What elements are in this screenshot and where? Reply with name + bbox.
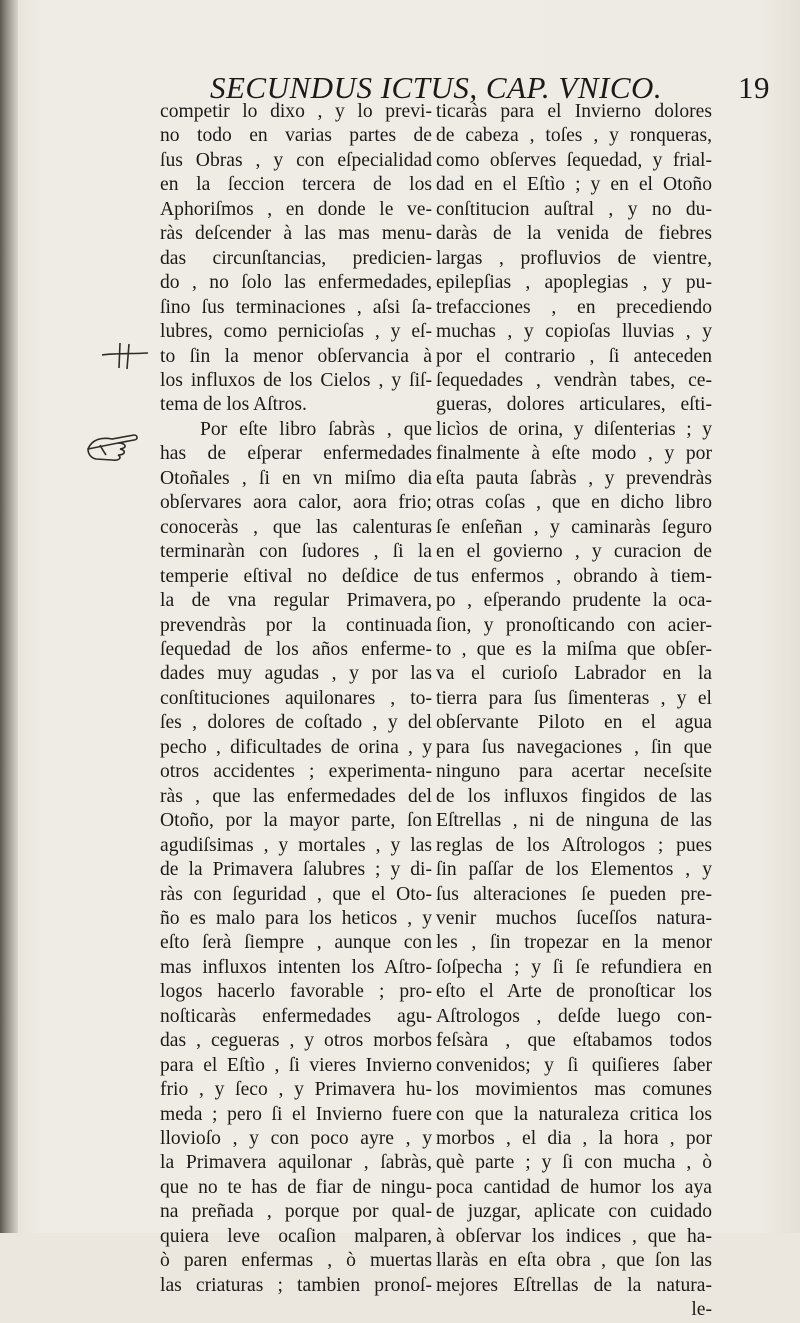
text-line: po , eſperando prudente la oca- (436, 590, 712, 612)
page-number: 19 (738, 70, 770, 105)
text-line: en el govierno , y curacion de (436, 541, 712, 563)
text-line: reglas de los Aſtrologos ; pues (436, 834, 712, 856)
text-line: de juzgar, aplicate con cuidado (436, 1201, 712, 1223)
text-line: como obſerves ſequedad, y frial- (436, 149, 712, 171)
text-line: dad en el Eſtìo ; y en el Otoño (436, 174, 712, 196)
text-line: trefacciones , en precediendo (436, 296, 712, 318)
text-line: largas , profluvios de vientre, (436, 247, 712, 269)
text-line: en la ſeccion tercera de los (160, 174, 432, 196)
text-line: ſin paſſar de los Elementos , y (436, 859, 712, 881)
running-head-title: SECUNDUS ICTUS, CAP. VNICO. (210, 70, 663, 105)
text-line: Aphoriſmos , en donde le ve- (160, 198, 432, 220)
manuscript-cross-mark-icon (100, 340, 150, 370)
text-line: ſino ſus terminaciones , aſsi ſa- (160, 296, 432, 318)
catchword: le- (691, 1299, 712, 1321)
text-line: to ſin la menor obſervancia à (160, 345, 432, 367)
text-line: temperie eſtival no deſdice de (160, 565, 432, 587)
text-line: licìos de orina, y diſenterias ; y (436, 418, 712, 440)
text-line: ò paren enfermas , ò muertas (160, 1250, 432, 1272)
text-line: ticaràs para el Invierno dolores (436, 101, 712, 122)
text-line: ño es malo para los heticos , y (160, 907, 432, 929)
text-line: las criaturas ; tambien pronoſ- (160, 1274, 432, 1296)
text-line: finalmente à eſte modo , y por (436, 443, 712, 465)
text-line: por el contrario , ſi anteceden (436, 345, 712, 367)
text-line: dades muy agudas , y por las (160, 663, 432, 685)
text-line: agudiſsimas , y mortales , y las (160, 834, 432, 856)
text-line: Otoño, por la mayor parte, ſon (160, 810, 432, 832)
text-line: à obſervar los indices , que ha- (436, 1225, 712, 1247)
text-line: Aſtrologos , deſde luego con- (436, 1005, 712, 1027)
text-line: ràs deſcender à las mas menu- (160, 223, 432, 245)
text-line: la Primavera aquilonar , ſabràs, (160, 1152, 432, 1174)
text-line: na preñada , porque por qual- (160, 1201, 432, 1223)
text-line: venir muchos ſuceſſos natura- (436, 907, 712, 929)
text-line: obſervares aora calor, aora frio; (160, 492, 432, 514)
binding-gutter (0, 0, 18, 1233)
text-line: la de vna regular Primavera, (160, 590, 432, 612)
text-line: das circunſtancias, predicien- (160, 247, 432, 269)
text-line: frio , y ſeco , y Primavera hu- (160, 1079, 432, 1101)
text-line: daràs de la venida de fiebres (436, 223, 712, 245)
text-line: logos hacerlo favorable ; pro- (160, 981, 432, 1003)
text-line: das , cegueras , y otros morbos (160, 1030, 432, 1052)
text-line: poca cantidad de humor los aya (436, 1176, 712, 1198)
text-line: les , ſin tropezar en la menor (436, 932, 712, 954)
text-line: va el curioſo Labrador en la (436, 663, 712, 685)
left-text-column (160, 100, 432, 1298)
text-line: ninguno para acertar neceſsite (436, 761, 712, 783)
text-line: tema de los Aſtros. (160, 394, 307, 416)
text-line: meda ; pero ſi el Invierno fuere (160, 1103, 432, 1125)
text-line: tierra para ſus ſimenteras , y el (436, 687, 712, 709)
text-line: eſta pauta ſabràs , y prevendràs (436, 467, 712, 489)
text-line: con que la naturaleza critica los (436, 1103, 712, 1125)
text-line: epilepſias , apoplegias , y pu- (436, 272, 712, 294)
text-line: prevendràs por la continuada (160, 614, 432, 636)
text-line: morbos , el dia , la hora , por (436, 1128, 712, 1150)
right-text-column (436, 100, 712, 1323)
text-line: otras coſas , que en dicho libro (436, 492, 712, 514)
text-line: para ſus navegaciones , ſin que (436, 736, 712, 758)
text-line: muchas , y copioſas lluvias , y (436, 321, 712, 343)
text-line: noſticaràs enfermedades agu- (160, 1005, 432, 1027)
text-line: llaràs en eſta obra , que ſon las (436, 1250, 712, 1272)
text-line: convenidos; y ſi quiſieres ſaber (436, 1054, 712, 1076)
text-line: conſtituciones aquilonares , to- (160, 687, 432, 709)
text-line: de cabeza , toſes , y ronqueras, (436, 125, 712, 147)
text-line: no todo en varias partes de (160, 125, 432, 147)
text-line: ſequedades , vendràn tabes, ce- (436, 369, 712, 391)
text-line: de la Primavera ſalubres ; y di- (160, 859, 432, 881)
text-line: ſequedad de los años enferme- (160, 638, 432, 660)
text-line: ſoſpecha ; y ſi ſe refundiera en (436, 956, 712, 978)
text-line: los movimientos mas comunes (436, 1079, 712, 1101)
text-line: mejores Eſtrellas de la natura- (436, 1274, 712, 1296)
text-line: llovioſo , y con poco ayre , y (160, 1128, 432, 1150)
text-line: do , no ſolo las enfermedades, (160, 272, 432, 294)
text-line: competir lo dixo , y lo previ- (160, 101, 432, 122)
text-line: ſus alteraciones ſe pueden pre- (436, 883, 712, 905)
text-line: terminaràn con ſudores , ſi la (160, 541, 432, 563)
text-line: to , que es la miſma que obſer- (436, 638, 712, 660)
text-line: ràs con ſeguridad , que el Oto- (160, 883, 432, 905)
text-line: eſto ſerà ſiempre , aunque con (160, 932, 432, 954)
text-line: ſion, y pronoſticando con acier- (436, 614, 712, 636)
text-line: eſto el Arte de pronoſticar los (436, 981, 712, 1003)
text-line: ràs , que las enfermedades del (160, 785, 432, 807)
paragraph-first-line: Por eſte libro ſabràs , que (200, 418, 432, 440)
text-line: quiera leve ocaſion malparen, (160, 1225, 432, 1247)
text-line: conoceràs , que las calenturas (160, 516, 432, 538)
text-line: què parte ; y ſi con mucha , ò (436, 1152, 712, 1174)
text-line: otros accidentes ; experimenta- (160, 761, 432, 783)
text-line: mas influxos intenten los Aſtro- (160, 956, 432, 978)
text-line: pecho , dificultades de orina , y (160, 736, 432, 758)
text-line: tus enfermos , obrando à tiem- (436, 565, 712, 587)
text-line: obſervante Piloto en el agua (436, 712, 712, 734)
text-line: de los influxos fingidos de las (436, 785, 712, 807)
text-line: Otoñales , ſi en vn miſmo dia (160, 467, 432, 489)
text-line: ſus Obras , y con eſpecialidad (160, 149, 432, 171)
text-line: conſtitucion auſtral , y no du- (436, 198, 712, 220)
text-line: has de eſperar enfermedades (160, 443, 432, 465)
text-line: que no te has de fiar de ningu- (160, 1176, 432, 1198)
manicule-pointing-hand-icon (82, 425, 142, 465)
text-line: ſes , dolores de coſtado , y del (160, 712, 432, 734)
text-line: Eſtrellas , ni de ninguna de las (436, 810, 712, 832)
text-line: los influxos de los Cielos , y ſiſ- (160, 369, 432, 391)
text-line: feſsàra , que eſtabamos todos (436, 1030, 712, 1052)
text-line: para el Eſtìo , ſi vieres Invierno (160, 1054, 432, 1076)
text-line: ſe enſeñan , y caminaràs ſeguro (436, 516, 712, 538)
text-line: gueras, dolores articulares, eſti- (436, 394, 712, 416)
text-line: lubres, como pernicioſas , y eſ- (160, 321, 432, 343)
